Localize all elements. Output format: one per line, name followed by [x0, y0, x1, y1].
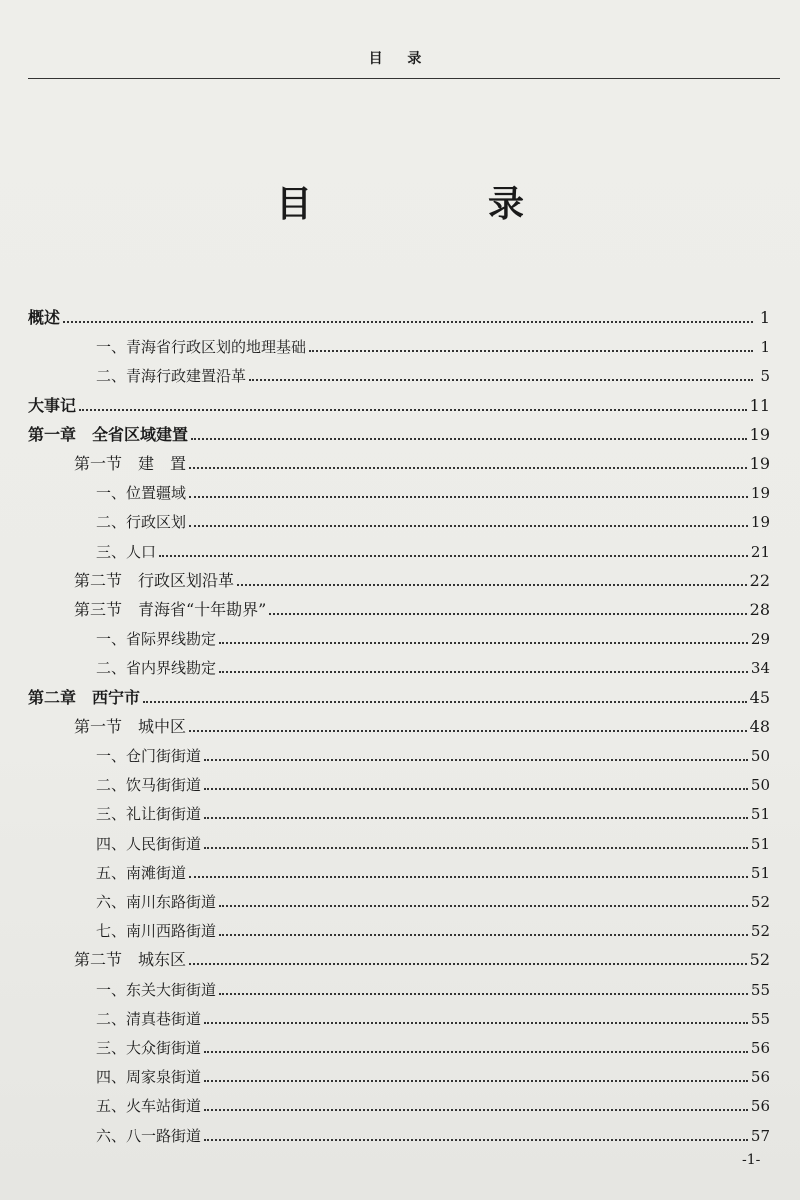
toc-entry-page: 48 [749, 716, 770, 736]
toc-entry-page: 45 [749, 687, 770, 707]
toc-entry-page: 55 [750, 1009, 770, 1028]
toc-entry-label: 第二节 行政区划沿革 [74, 570, 235, 590]
toc-entry-page: 1 [760, 338, 770, 357]
toc-entry-page: 52 [749, 950, 770, 970]
dot-leader [143, 701, 747, 703]
toc-entry [0, 1032, 800, 1058]
toc-entry-label: 二、青海行政建置沿革 [96, 367, 247, 386]
dot-leader [204, 788, 748, 790]
page-title: 目 录 [275, 183, 594, 225]
dot-leader [204, 847, 748, 849]
toc-entry-page: 19 [749, 454, 770, 473]
dot-leader [204, 1022, 748, 1024]
toc-entry-page: 56 [750, 1039, 770, 1057]
dot-leader [237, 584, 747, 586]
dot-leader [189, 496, 748, 498]
toc-entry-page: 56 [750, 1068, 770, 1087]
toc-entry [0, 1090, 800, 1116]
dot-leader [189, 525, 748, 527]
toc-entry-page: 50 [750, 747, 770, 765]
dot-leader [204, 759, 748, 761]
toc-entry [0, 594, 800, 620]
toc-entry-page: 56 [750, 1097, 770, 1116]
toc-entry-label: 二、饮马街街道 [96, 776, 202, 795]
toc-entry-label: 概述 [28, 308, 61, 327]
toc-entry-label: 一、东关大街街道 [96, 980, 217, 999]
toc-entry [0, 506, 800, 532]
toc-entry-page: 51 [750, 805, 770, 824]
dot-leader [219, 642, 748, 644]
toc-entry-page: 52 [750, 893, 770, 911]
dot-leader [204, 1051, 748, 1053]
toc-entry [0, 536, 800, 562]
toc-entry [0, 886, 800, 912]
toc-entry-label: 一、仓门街街道 [96, 747, 202, 765]
toc-entry [0, 944, 800, 970]
toc-entry [0, 1120, 800, 1146]
toc-entry [0, 974, 800, 1000]
dot-leader [219, 671, 748, 673]
dot-leader [219, 905, 748, 907]
toc-entry-page: 19 [749, 424, 770, 444]
toc-entry [0, 711, 800, 737]
toc-entry-label: 第二章 西宁市 [28, 687, 141, 707]
toc-entry-label: 五、火车站街道 [96, 1097, 202, 1116]
toc-entry [0, 828, 800, 854]
dot-leader [269, 613, 746, 615]
toc-entry-page: 5 [760, 367, 770, 386]
toc-entry-label: 二、行政区划 [96, 513, 187, 532]
toc-entry [0, 682, 800, 708]
toc-entry-label: 七、南川西路街道 [96, 922, 217, 941]
dot-leader [63, 321, 753, 323]
dot-leader [204, 1080, 748, 1082]
dot-leader [204, 817, 748, 819]
toc-entry-page: 52 [750, 922, 770, 941]
dot-leader [189, 467, 747, 469]
toc-entry [0, 740, 800, 766]
dot-leader [204, 1139, 748, 1141]
running-header: 目 录 [368, 51, 432, 67]
toc-entry-page: 55 [750, 980, 770, 999]
toc-entry-page: 22 [749, 570, 770, 590]
toc-entry [0, 302, 800, 328]
toc-entry-page: 50 [750, 776, 770, 795]
toc-entry [0, 448, 800, 474]
toc-entry-label: 五、南滩街道 [96, 863, 187, 882]
toc-entry [0, 652, 800, 678]
toc-entry [0, 390, 800, 416]
toc-entry [0, 798, 800, 824]
toc-entry-label: 第一节 建 置 [74, 454, 187, 473]
toc-entry-page: 19 [750, 484, 770, 503]
dot-leader [189, 876, 748, 878]
toc-entry [0, 477, 800, 503]
toc-entry-page: 11 [749, 395, 770, 415]
toc-entry-label: 第二节 城东区 [74, 950, 187, 970]
toc-entry [0, 915, 800, 941]
toc-entry-label: 二、清真巷街道 [96, 1009, 202, 1028]
dot-leader [249, 379, 753, 381]
dot-leader [189, 963, 747, 965]
dot-leader [191, 438, 747, 440]
toc-entry [0, 419, 800, 445]
toc-entry [0, 769, 800, 795]
toc-entry [0, 1061, 800, 1087]
toc-entry-label: 第一节 城中区 [74, 716, 187, 736]
dot-leader [309, 350, 753, 352]
toc-entry-page: 1 [759, 308, 770, 327]
toc-entry [0, 360, 800, 386]
toc-entry-page: 21 [750, 542, 770, 561]
toc-entry-label: 三、大众街街道 [96, 1039, 202, 1057]
toc-entry-label: 二、省内界线勘定 [96, 659, 217, 678]
toc-entry [0, 565, 800, 591]
toc-entry-page: 19 [750, 513, 770, 532]
toc-entry-label: 三、礼让街街道 [96, 805, 202, 824]
toc-entry [0, 623, 800, 649]
dot-leader [79, 409, 747, 411]
toc-entry-label: 三、人口 [96, 542, 157, 561]
toc-entry-page: 28 [749, 600, 770, 619]
toc-entry-page: 29 [750, 630, 770, 649]
toc-entry-label: 第一章 全省区域建置 [28, 424, 189, 444]
toc-entry-label: 六、南川东路街道 [96, 893, 217, 911]
toc-entry-page: 57 [750, 1126, 770, 1145]
dot-leader [159, 555, 748, 557]
toc-entry-label: 六、八一路街道 [96, 1126, 202, 1145]
page-number: -1- [742, 1152, 761, 1168]
toc-entry [0, 1003, 800, 1029]
toc-entry-label: 一、青海省行政区划的地理基础 [96, 338, 307, 357]
toc-entry-label: 四、人民街街道 [96, 834, 202, 853]
toc-entry-label: 第三节 青海省“十年勘界” [74, 600, 267, 619]
toc-entry [0, 331, 800, 357]
header-rule [28, 78, 780, 79]
toc-entry-page: 34 [750, 659, 770, 678]
toc-entry-page: 51 [750, 863, 770, 882]
dot-leader [189, 730, 747, 732]
toc-entry-page: 51 [750, 834, 770, 853]
toc-entry [0, 857, 800, 883]
toc-entry-label: 一、省际界线勘定 [96, 630, 217, 649]
toc-entry-label: 四、周家泉街道 [96, 1068, 202, 1087]
dot-leader [219, 934, 748, 936]
dot-leader [219, 993, 748, 995]
toc-entry-label: 大事记 [28, 395, 77, 415]
dot-leader [204, 1109, 748, 1111]
toc-entry-label: 一、位置疆域 [96, 484, 187, 503]
